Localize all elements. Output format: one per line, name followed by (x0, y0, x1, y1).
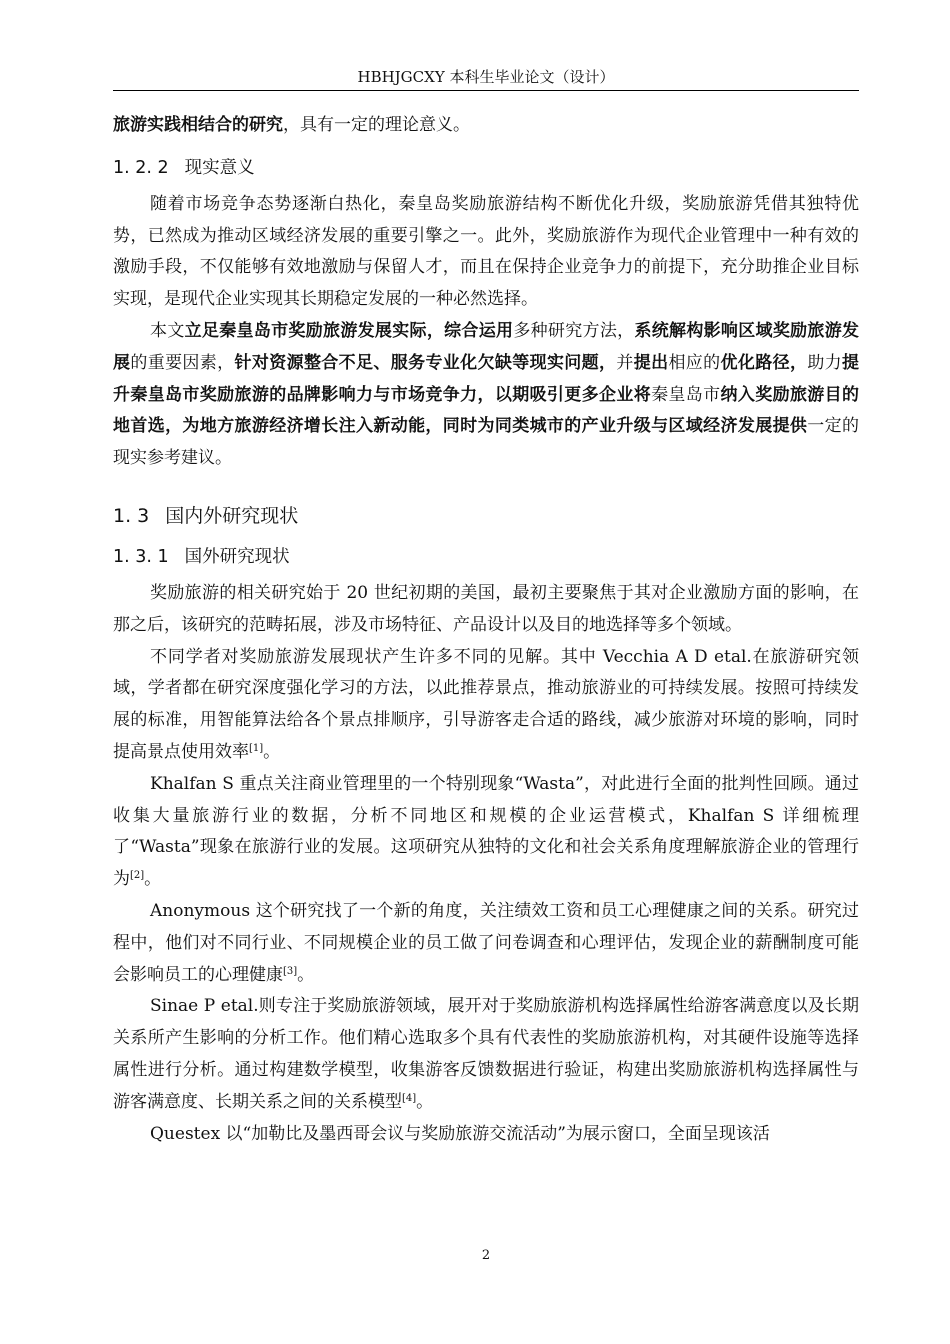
heading-title: 国内外研究现状 (165, 504, 299, 527)
paragraph-foreign-5 (113, 991, 859, 1118)
heading-1-3-1 (113, 543, 859, 571)
text-run: 秦皇岛市 (651, 384, 721, 405)
text-run: 的重要因素， (130, 352, 235, 373)
paragraph-foreign-6: Questex 以“加勒比及墨西哥会议与奖励旅游交流活动”为展示窗口，全面呈现该活 (150, 1123, 770, 1144)
citation-ref: [1] (249, 742, 264, 754)
paragraph-foreign-2 (113, 642, 859, 769)
text-run: 助力 (807, 352, 843, 373)
intro-bold-text: 旅游实践相结合的研究 (113, 115, 283, 135)
bold-run: 系统解构影响区域奖励旅游发展 (113, 320, 860, 373)
heading-title: 现实意义 (184, 157, 255, 178)
text-run: 多种研究方法， (513, 320, 635, 341)
citation-ref: [3] (283, 965, 298, 977)
paragraph-text: Anonymous 这个研究找了一个新的角度，关注绩效工资和员工心理健康之间的关系。研究过程中，他们对不同行业、不同规模企业的员工做了问卷调查和心理评估，发现企业的薪酬制度可能会影响员工的心理健康 (113, 900, 859, 985)
paragraph-text: Khalfan S 重点关注商业管理里的一个特别现象“Wasta”，对此进行全面的批判性回顾。通过收集大量旅游行业的数据，分析不同地区和规模的企业运营模式，Khalfan S 详细梳理了“Wasta”现象在旅游行业的发展。这项研究从独特的文化和社会关系角度理解旅游企业的管理行为 (113, 773, 859, 890)
intro-paragraph (113, 110, 859, 142)
paragraph-end: 。 (416, 1091, 434, 1112)
bold-run: 立足秦皇岛市奖励旅游发展实际，综合运用 (184, 320, 514, 341)
header-rule (113, 90, 859, 91)
intro-text: ，具有一定的理论意义。 (283, 115, 470, 135)
citation-ref: [4] (402, 1092, 417, 1104)
bold-run: 针对资源整合不足、服务专业化欠缺等现实问题， (234, 352, 617, 373)
text-run: 相应的 (668, 352, 721, 373)
paragraph-foreign-4 (113, 896, 859, 991)
citation-ref: [2] (130, 870, 145, 882)
heading-title: 国外研究现状 (184, 546, 290, 567)
page-body (113, 110, 859, 1150)
paragraph-foreign-1: 奖励旅游的相关研究始于 20 世纪初期的美国，最初主要聚焦于其对企业激励方面的影响，在那之后，该研究的范畴拓展，涉及市场特征、产品设计以及目的地选择等多个领域。 (113, 582, 859, 635)
text-run: 并 (616, 352, 634, 373)
paragraph-end: 。 (297, 964, 315, 985)
bold-run: 优化路径， (720, 352, 808, 373)
text-run: 文 (167, 320, 185, 341)
paragraph-practical-2 (113, 316, 859, 475)
paragraph-text: Sinae P etal.则专注于奖励旅游领域，展开对于奖励旅游机构选择属性给游客满意度以及长期关系所产生影响的分析工作。他们精心选取多个具有代表性的奖励旅游机构，对其硬件设施等选择属性进行分析。通过构建数学模型，收集游客反馈数据进行验证，构建出奖励旅游机构选择属性与游客满意度、长期关系之间的关系模型 (113, 996, 859, 1112)
bold-run: 提出 (633, 352, 669, 373)
paragraph-end: 。 (144, 869, 162, 890)
heading-1-3 (113, 501, 859, 531)
paragraph-foreign-3 (113, 769, 859, 896)
heading-1-2-2 (113, 154, 859, 182)
heading-number: 1. 3. 1 (113, 546, 169, 567)
text-run: 本 (150, 320, 168, 341)
bold-run: 提升秦皇岛市奖励旅游的品牌影响力与市场竞争力，以期吸引更多企业将 (113, 352, 860, 405)
page-number: 2 (481, 1248, 491, 1263)
bold-run: 纳入奖励旅游目的地首选，为地方旅游经济增长注入新动能，同时为同类城市的产业升级与区域经济发展提供 (113, 384, 860, 437)
paragraph-text: 不同学者对奖励旅游发展现状产生许多不同的见解。其中 Vecchia A D etal.在旅游研究领域，学者都在研究深度强化学习的方法，以此推荐景点，推动旅游业的可持续发展。按照可持续发展的标准，用智能算法给各个景点排顺序，引导游客走合适的路线，减少旅游对环境的影响，同时提高景点使用效率 (113, 646, 859, 762)
heading-number: 1. 2. 2 (113, 157, 169, 178)
text-run: 一定的现实参考建议。 (113, 416, 860, 469)
paragraph-practical-1: 随着市场竞争态势逐渐白热化，秦皇岛奖励旅游结构不断优化升级，奖励旅游凭借其独特优势，已然成为推动区域经济发展的重要引擎之一。此外，奖励旅游作为现代企业管理中一种有效的激励手段，不仅能够有效地激励与保留人才，而且在保持企业竞争力的前提下，充分助推企业目标实现，是现代企业实现其长期稳定发展的一种必然选择。 (113, 193, 859, 310)
heading-number: 1. 3 (113, 504, 150, 527)
running-header: HBHJGCXY 本科生毕业论文（设计） (357, 68, 615, 86)
paragraph-end: 。 (263, 741, 281, 762)
